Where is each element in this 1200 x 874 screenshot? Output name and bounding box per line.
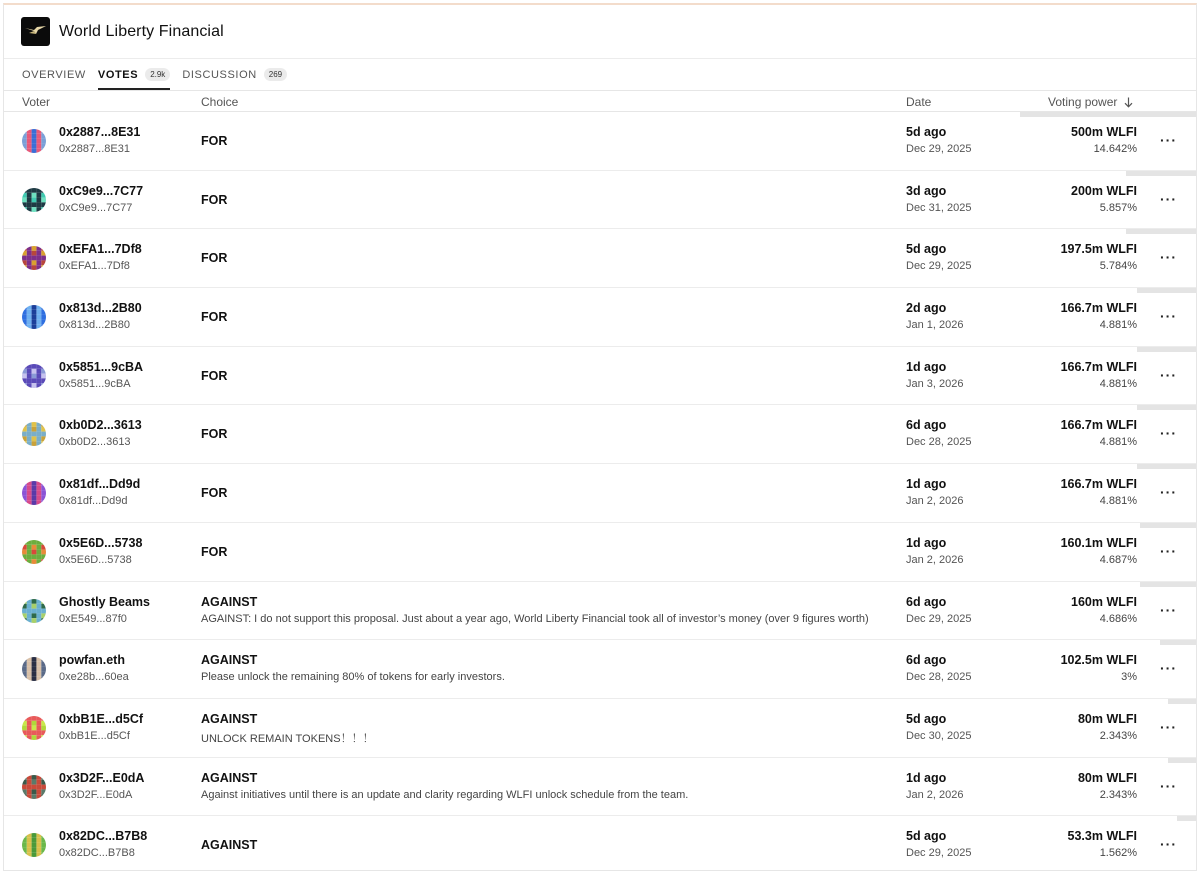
vote-row[interactable] xyxy=(4,347,1196,406)
voter-name[interactable]: 0xEFA1...7Df8 xyxy=(59,242,142,257)
voting-power-bar xyxy=(1177,816,1196,821)
page-header xyxy=(4,5,1196,59)
vote-date: Dec 29, 2025 xyxy=(906,612,972,625)
vote-choice: FOR xyxy=(201,310,228,325)
more-horizontal-icon[interactable]: ··· xyxy=(1160,836,1177,853)
column-voter: Voter xyxy=(22,95,51,109)
proposal-panel xyxy=(3,3,1197,871)
voting-power-percent: 4.881% xyxy=(1099,319,1137,332)
voting-power-percent: 5.857% xyxy=(1099,201,1137,214)
voter-address: 0xbB1E...d5Cf xyxy=(59,729,130,742)
vote-reason: Please unlock the remaining 80% of tokens for early investors. xyxy=(201,671,505,684)
voting-power: 197.5m WLFI xyxy=(1060,242,1137,257)
vote-choice: FOR xyxy=(201,427,228,442)
vote-date-relative: 5d ago xyxy=(906,711,947,726)
avatar[interactable] xyxy=(22,657,46,681)
voting-power-bar xyxy=(1160,640,1196,645)
column-voting-power-sort[interactable] xyxy=(1048,95,1133,109)
avatar[interactable] xyxy=(22,833,46,857)
voter-name[interactable]: 0xbB1E...d5Cf xyxy=(59,711,144,726)
page-title: World Liberty Financial xyxy=(59,22,224,40)
vote-choice: AGAINST xyxy=(201,594,258,609)
tab-overview-label: OVERVIEW xyxy=(22,68,86,81)
vote-date-relative: 5d ago xyxy=(906,242,947,257)
voting-power-percent: 3% xyxy=(1121,671,1137,684)
vote-row[interactable] xyxy=(4,288,1196,347)
vote-date-relative: 1d ago xyxy=(906,770,947,785)
vote-date-relative: 6d ago xyxy=(906,594,947,609)
column-choice: Choice xyxy=(201,95,239,109)
votes-count-badge: 2.9k xyxy=(145,68,170,81)
vote-date-relative: 2d ago xyxy=(906,301,947,316)
voter-address: 0x5E6D...5738 xyxy=(59,553,132,566)
vote-date-relative: 6d ago xyxy=(906,418,947,433)
vote-date: Dec 29, 2025 xyxy=(906,847,972,860)
avatar[interactable] xyxy=(22,716,46,740)
more-horizontal-icon[interactable]: ··· xyxy=(1160,601,1177,618)
voter-name[interactable]: 0x3D2F...E0dA xyxy=(59,770,145,785)
vote-choice: FOR xyxy=(201,251,228,266)
voter-name[interactable]: 0x81df...Dd9d xyxy=(59,477,141,492)
voting-power-percent: 4.687% xyxy=(1099,553,1137,566)
vote-row[interactable] xyxy=(4,112,1196,171)
voting-power: 200m WLFI xyxy=(1071,183,1137,198)
vote-choice: AGAINST xyxy=(201,838,258,853)
voter-address: 0xe28b...60ea xyxy=(59,671,129,684)
vote-date-relative: 6d ago xyxy=(906,653,947,668)
vote-choice: FOR xyxy=(201,368,228,383)
vote-date: Dec 31, 2025 xyxy=(906,201,972,214)
voting-power-percent: 4.881% xyxy=(1099,377,1137,390)
vote-choice: FOR xyxy=(201,134,228,148)
voter-address: 0xEFA1...7Df8 xyxy=(59,260,130,273)
vote-reason: UNLOCK REMAIN TOKENS！！！ xyxy=(201,732,374,745)
avatar[interactable] xyxy=(22,129,46,153)
voter-address: 0x3D2F...E0dA xyxy=(59,788,133,801)
voting-power-percent: 2.343% xyxy=(1099,729,1137,742)
voter-address: 0xb0D2...3613 xyxy=(59,436,131,449)
vote-row[interactable] xyxy=(4,640,1196,699)
voting-power: 102.5m WLFI xyxy=(1060,653,1137,668)
voting-power-bar xyxy=(1126,229,1196,234)
vote-date: Dec 28, 2025 xyxy=(906,436,972,449)
more-horizontal-icon[interactable]: ··· xyxy=(1160,425,1177,442)
vote-date-relative: 1d ago xyxy=(906,535,947,550)
voting-power: 166.7m WLFI xyxy=(1060,477,1137,492)
tab-discussion-label: DISCUSSION xyxy=(182,68,257,81)
voter-address: 0x81df...Dd9d xyxy=(59,495,128,508)
more-horizontal-icon[interactable]: ··· xyxy=(1160,308,1177,325)
voting-power: 80m WLFI xyxy=(1077,770,1137,785)
voting-power: 166.7m WLFI xyxy=(1060,359,1137,374)
voter-address: 0x813d...2B80 xyxy=(59,319,130,332)
voting-power: 53.3m WLFI xyxy=(1067,829,1137,844)
voter-address: 0x2887...8E31 xyxy=(59,143,130,155)
vote-reason: Against initiatives until there is an update and clarity regarding WLFI unlock schedule from the team. xyxy=(201,788,689,801)
vote-date: Dec 28, 2025 xyxy=(906,671,972,684)
voter-name[interactable]: Ghostly Beams xyxy=(59,594,151,609)
vote-choice: FOR xyxy=(201,486,228,501)
voting-power-percent: 4.881% xyxy=(1099,436,1137,449)
vote-row[interactable] xyxy=(4,758,1196,817)
vote-date: Dec 30, 2025 xyxy=(906,729,972,742)
column-voting-power: Voting power xyxy=(1048,95,1118,109)
avatar[interactable] xyxy=(22,246,46,270)
voting-power: 160.1m WLFI xyxy=(1060,535,1137,550)
voting-power-bar xyxy=(1140,582,1196,587)
vote-date: Jan 2, 2026 xyxy=(906,495,964,508)
avatar[interactable] xyxy=(22,305,46,329)
tab-votes-label: VOTES xyxy=(97,68,139,81)
vote-row[interactable] xyxy=(4,464,1196,523)
voting-power-bar xyxy=(1137,347,1196,352)
vote-row[interactable] xyxy=(4,405,1196,464)
more-horizontal-icon[interactable]: ··· xyxy=(1160,777,1177,794)
avatar[interactable] xyxy=(22,364,46,388)
more-horizontal-icon[interactable]: ··· xyxy=(1160,249,1177,266)
vote-date: Dec 29, 2025 xyxy=(906,260,972,273)
more-horizontal-icon[interactable]: ··· xyxy=(1160,542,1177,559)
voter-address: 0xC9e9...7C77 xyxy=(59,201,133,214)
vote-date-relative: 1d ago xyxy=(906,359,947,374)
tab-discussion[interactable] xyxy=(182,59,287,90)
vote-date-relative: 3d ago xyxy=(906,183,947,198)
voting-power-percent: 4.881% xyxy=(1099,495,1137,508)
voting-power-percent: 1.562% xyxy=(1099,847,1137,860)
vote-date: Jan 1, 2026 xyxy=(906,319,964,332)
more-horizontal-icon[interactable]: ··· xyxy=(1160,132,1177,148)
voting-power-bar xyxy=(1168,758,1196,763)
voting-power-percent: 4.686% xyxy=(1099,612,1137,625)
vote-date: Dec 29, 2025 xyxy=(906,143,972,155)
avatar[interactable] xyxy=(22,188,46,212)
avatar[interactable] xyxy=(22,599,46,623)
voter-address: 0xE549...87f0 xyxy=(59,612,127,625)
voter-name[interactable]: 0xC9e9...7C77 xyxy=(59,183,144,198)
vote-date: Jan 2, 2026 xyxy=(906,788,964,801)
voting-power: 160m WLFI xyxy=(1071,594,1137,609)
voter-address: 0x5851...9cBA xyxy=(59,377,131,390)
votes-table-header xyxy=(4,91,1196,112)
voter-name[interactable]: 0x5E6D...5738 xyxy=(59,535,143,550)
voting-power-bar xyxy=(1140,523,1196,528)
vote-date: Jan 3, 2026 xyxy=(906,377,964,390)
vote-choice: AGAINST xyxy=(201,653,258,668)
voting-power-percent: 14.642% xyxy=(1093,143,1137,155)
vote-row[interactable] xyxy=(4,171,1196,230)
voter-name[interactable]: 0x82DC...B7B8 xyxy=(59,829,148,844)
more-horizontal-icon[interactable]: ··· xyxy=(1160,660,1177,677)
avatar[interactable] xyxy=(22,775,46,799)
more-horizontal-icon[interactable]: ··· xyxy=(1160,190,1177,207)
vote-choice: FOR xyxy=(201,544,228,559)
column-date: Date xyxy=(906,95,932,109)
vote-date-relative: 1d ago xyxy=(906,477,947,492)
discussion-count-badge: 269 xyxy=(264,68,287,81)
voting-power-bar xyxy=(1168,699,1196,704)
voting-power-bar xyxy=(1020,112,1196,117)
voting-power-bar xyxy=(1137,405,1196,410)
avatar[interactable] xyxy=(22,540,46,564)
voting-power: 500m WLFI xyxy=(1071,125,1137,139)
vote-row[interactable] xyxy=(4,816,1196,871)
more-horizontal-icon[interactable]: ··· xyxy=(1160,718,1177,735)
tab-votes[interactable] xyxy=(98,59,170,90)
voting-power: 166.7m WLFI xyxy=(1060,418,1137,433)
voter-address: 0x82DC...B7B8 xyxy=(59,847,135,860)
eagle-logo xyxy=(21,17,50,46)
voting-power: 80m WLFI xyxy=(1077,711,1137,726)
vote-reason: AGAINST: I do not support this proposal. Just about a year ago, World Liberty Financial took all of investor’s money (over 9 figures worth) xyxy=(201,612,869,625)
voting-power-bar xyxy=(1126,171,1196,176)
vote-date-relative: 5d ago xyxy=(906,125,947,139)
voting-power-percent: 5.784% xyxy=(1099,260,1137,273)
vote-choice: AGAINST xyxy=(201,711,258,726)
voting-power: 166.7m WLFI xyxy=(1060,301,1137,316)
voting-power-bar xyxy=(1137,464,1196,469)
votes-table-body xyxy=(4,112,1196,871)
voting-power-bar xyxy=(1137,288,1196,293)
tab-overview[interactable] xyxy=(22,59,86,90)
more-horizontal-icon[interactable]: ··· xyxy=(1160,366,1177,383)
vote-row[interactable] xyxy=(4,582,1196,641)
vote-row[interactable] xyxy=(4,699,1196,758)
vote-date: Jan 2, 2026 xyxy=(906,553,964,566)
avatar[interactable] xyxy=(22,481,46,505)
voter-name[interactable]: 0x2887...8E31 xyxy=(59,125,141,139)
vote-date-relative: 5d ago xyxy=(906,829,947,844)
voter-name[interactable]: 0xb0D2...3613 xyxy=(59,418,142,433)
voter-name[interactable]: 0x813d...2B80 xyxy=(59,301,142,316)
vote-choice: AGAINST xyxy=(201,770,258,785)
avatar[interactable] xyxy=(22,422,46,446)
vote-row[interactable] xyxy=(4,523,1196,582)
tab-bar xyxy=(4,59,1196,91)
vote-row[interactable] xyxy=(4,229,1196,288)
vote-choice: FOR xyxy=(201,192,228,207)
voting-power-percent: 2.343% xyxy=(1099,788,1137,801)
more-horizontal-icon[interactable]: ··· xyxy=(1160,484,1177,501)
arrow-down-icon xyxy=(1124,97,1133,108)
voter-name[interactable]: powfan.eth xyxy=(59,653,125,668)
voter-name[interactable]: 0x5851...9cBA xyxy=(59,359,144,374)
